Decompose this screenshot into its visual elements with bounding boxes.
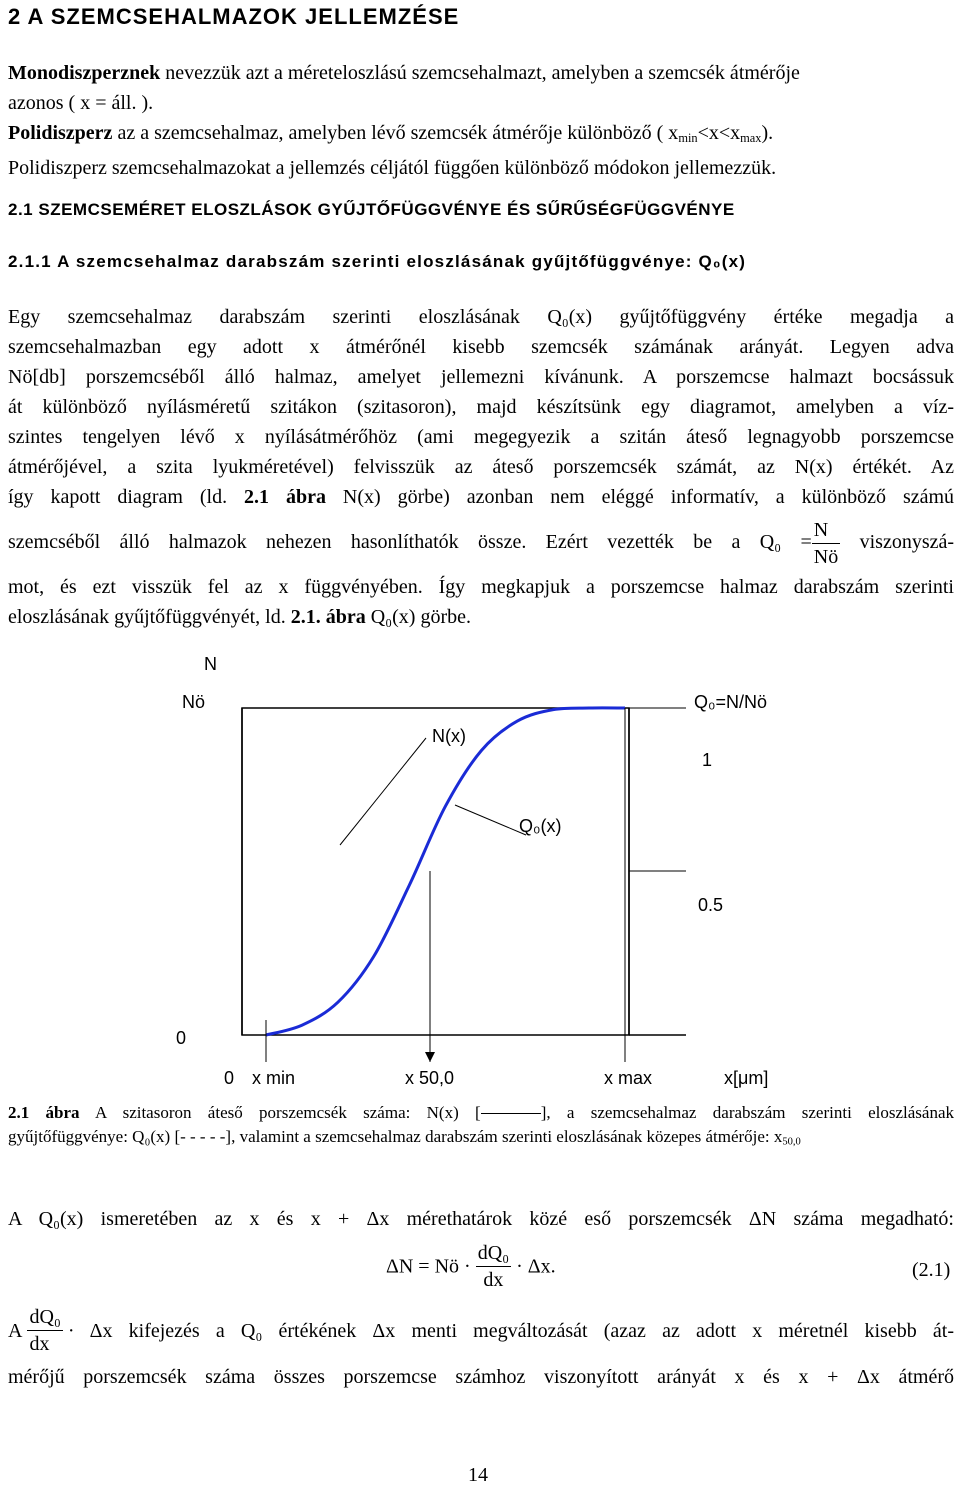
caption-text-2: ], a szemcsehalmaz darabszám szerinti eloszlásának — [540, 1103, 955, 1122]
p2-line-4: mérőjű porszemcsék száma összes porszemcse számhoz viszonyított arányát x és x + Δx átmérő — [8, 1366, 954, 1388]
eq-rhs: · Δx. — [516, 1255, 556, 1278]
label-q0x: Q₀(x) — [519, 816, 562, 836]
q0x-leader-line — [455, 805, 526, 835]
section-heading: 2.1 SZEMCSEMÉRET ELOSZLÁSOK GYŰJTŐFÜGGVÉNYE ÉS SŰRŰSÉGFÜGGVÉNYE — [8, 200, 735, 219]
p1-l1c: gyűjtőfüggvény értéke megadja a — [619, 306, 955, 328]
label-q0-def: Q₀=N/Nö — [694, 692, 767, 712]
p2-l1a: A Q₀(x) ismeretében az x és x + Δx mérethatárok közé eső porszemcsék — [8, 1208, 732, 1230]
intro-block — [8, 58, 952, 183]
p1-line-4: át különböző nyílásméretű szitákon (szitasoron), majd készítsünk egy diagramot, amelyben a víz- — [8, 396, 954, 418]
p1-line-5: szintes tengelyen lévő x nyílásátmérőhöz (ami megegyezik a szitán áteső legnagyobb porszemcse — [8, 426, 954, 448]
intro-line-1 — [8, 58, 952, 88]
caption-line-2 — [8, 1125, 954, 1155]
paragraph-2 — [8, 1204, 954, 1234]
p2-l1b: ΔN száma megadható: — [748, 1208, 954, 1230]
plot-frame — [242, 708, 629, 1035]
p1-line-8 — [8, 512, 954, 572]
p1-l7c: N(x) görbe) azonban nem eléggé informatív, a különböző számú — [342, 486, 955, 508]
p1-line-6: átmérőjével, a szita lyukméretével) felvisszük az áteső porszemcsék számát, az N(x) értékét. Az — [8, 456, 954, 478]
p1-frac-num: N — [812, 517, 840, 544]
mono-text: nevezzük azt a méreteloszlású szemcsehalmazt, amelyben a szemcsék átmérője — [165, 62, 800, 84]
label-x-unit: x[μm] — [724, 1068, 769, 1088]
p1-line-2: szemcsehalmazban egy adott x átmérőnél kisebb szemcsék számának arányát. Legyen adva — [8, 336, 954, 358]
p2-line-1 — [8, 1204, 954, 1234]
label-x50: x 50,0 — [405, 1068, 455, 1088]
label-no: Nö — [182, 692, 206, 712]
p2-frac-den: dx — [29, 1333, 50, 1355]
label-05: 0.5 — [698, 895, 724, 915]
caption-bold: 2.1 ábra — [8, 1103, 80, 1122]
eq-lhs: ΔN = Nö · — [386, 1255, 471, 1278]
p1-l8q: Q₀ = — [759, 531, 812, 553]
caption-line-1 — [8, 1101, 954, 1125]
poli-mid: <x<x — [697, 122, 741, 144]
p2-l3b: · Δx kifejezés a Q₀ értékének Δx menti megváltozását (azaz az adott x méretnél kisebb át- — [67, 1319, 954, 1342]
intro-line-4: Polidiszperz szemcsehalmazokat a jellemzés céljától függően különböző módokon jellemezzük. — [8, 157, 777, 180]
x50-arrow — [425, 1052, 435, 1062]
nx-leader-line — [340, 738, 426, 845]
chart-svg — [0, 650, 960, 1090]
figure-caption — [8, 1101, 954, 1155]
eq-frac-num: dQ₀ — [476, 1240, 511, 1267]
p2-frac-num: dQ₀ — [27, 1304, 62, 1331]
p2-fraction — [27, 1304, 62, 1357]
p2-line-3 — [8, 1304, 954, 1357]
poli-max: max — [740, 131, 762, 146]
poli-min: min — [678, 131, 698, 146]
chapter-heading: 2 A SZEMCSEHALMAZOK JELLEMZÉSE — [8, 4, 460, 29]
p1-l3b: porszemcséből álló halmaz, amelyet jellemezni kívánunk. A porszemcse halmazt bocsássuk — [85, 366, 955, 388]
p1-l3a: Nö[db] — [8, 366, 66, 388]
p1-l10a: eloszlásának gyűjtőfüggvényét, ld. — [8, 606, 286, 628]
p1-l8b: viszonyszá- — [859, 531, 955, 553]
p1-l8a: szemcséből álló halmazok nehezen hasonlíthatók össze. Ezért vezették be a — [8, 531, 741, 553]
p2-line-3-row — [8, 1304, 954, 1357]
caption-text-1: A szitasoron áteső porszemcsék száma: N(x) [ — [94, 1103, 481, 1122]
equation-2-1 — [386, 1240, 556, 1293]
p1-l10b: 2.1. ábra — [290, 606, 366, 628]
paragraph-1 — [8, 302, 954, 632]
p1-line-7 — [8, 482, 954, 512]
p1-frac-den: Nö — [813, 545, 839, 568]
label-xmin: x min — [252, 1068, 296, 1088]
label-1: 1 — [702, 750, 713, 770]
label-n: N — [204, 654, 217, 674]
figure-2-1 — [0, 650, 960, 1090]
subsection-heading: 2.1.1 A szemcsehalmaz darabszám szerinti eloszlásának gyűjtőfüggvénye: Q₀(x) — [8, 252, 747, 271]
p1-l1b: Q₀(x) — [547, 306, 593, 328]
p1-l10c: Q₀(x) görbe. — [370, 606, 471, 628]
label-0-bottom: 0 — [224, 1068, 235, 1088]
p1-fraction — [812, 517, 840, 570]
p1-line-10 — [8, 602, 954, 632]
p1-line-1 — [8, 302, 954, 332]
poli-end: ). — [761, 122, 774, 144]
p1-line-9: mot, és ezt visszük fel az x függvényében. Így megkapjuk a porszemcse halmaz darabszám szerinti — [8, 576, 954, 598]
poli-term: Polidiszperz — [8, 122, 113, 144]
label-nx: N(x) — [432, 726, 466, 746]
p1-line-3 — [8, 362, 954, 392]
p1-l7b: 2.1 ábra — [244, 486, 326, 508]
caption-text-3: gyűjtőfüggvénye: Q₀(x) [- - - - -], valamint a szemcsehalmaz darabszám szerinti eloszlásának közepes átmérője: x — [8, 1127, 783, 1146]
intro-line-2: azonos ( x = áll. ). — [8, 92, 154, 114]
caption-sub: 50,0 — [782, 1136, 801, 1148]
label-0-left: 0 — [176, 1028, 187, 1048]
eq-fraction — [476, 1240, 511, 1293]
p1-l7a: így kapott diagram (ld. — [8, 486, 228, 508]
eq-frac-den: dx — [483, 1269, 504, 1291]
equation-number: (2.1) — [912, 1259, 951, 1281]
nx-curve — [266, 708, 625, 1035]
p2-l3a: A — [8, 1319, 23, 1342]
caption-solid-line — [481, 1113, 541, 1114]
label-xmax: x max — [604, 1068, 653, 1088]
poli-text: az a szemcsehalmaz, amelyben lévő szemcsék átmérője különböző ( x — [117, 122, 679, 144]
page-number: 14 — [468, 1464, 488, 1486]
intro-line-3 — [8, 118, 952, 153]
mono-term: Monodiszperznek — [8, 62, 161, 84]
p1-l1a: Egy szemcsehalmaz darabszám szerinti eloszlásának — [8, 306, 520, 328]
